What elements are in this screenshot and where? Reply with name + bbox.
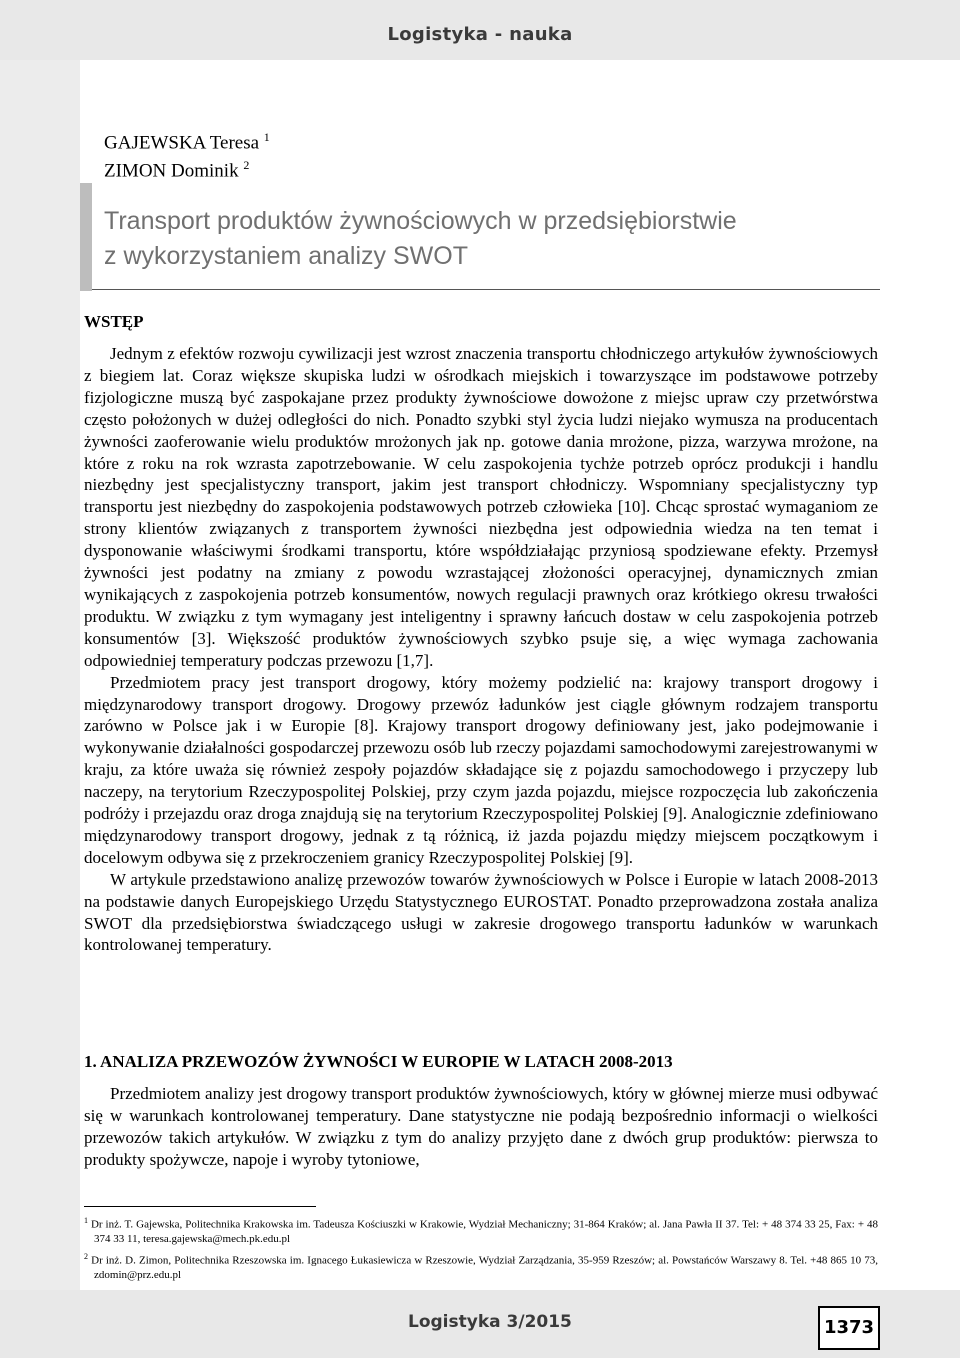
title-divider — [92, 289, 880, 290]
footnote-text: Dr inż. T. Gajewska, Politechnika Krakowska im. Tadeusza Kościuszki w Krakowie, Wydział Mechaniczny; 31-864 Kraków; al. Jana Pawła II 37. Tel: + 48 374 33 25, Fax: + 48 374 33 11, teresa.gajewska@mech.pk.edu.pl — [90, 1218, 879, 1246]
footnote-2 — [84, 1250, 878, 1283]
author-2 — [104, 154, 270, 182]
footnote-number: 1 — [84, 1216, 88, 1225]
paragraph: Przedmiotem analizy jest drogowy transport produktów żywnościowych, który w głównej mierze musi odbywać się w warunkach kontrolowanej temperatury. Dane statystyczne nie podają bezpośrednio informacji o wielkości przewozów takich artykułów. W związku z tym do analizy przyjęto dane z dwóch grup produktów: pierwsza to produkty spożywcze, napoje i wyroby tytoniowe, — [84, 1084, 878, 1169]
paragraph: Przedmiotem pracy jest transport drogowy, który możemy podzielić na: krajowy transport drogowy i międzynarodowy transport drogowy. Drogowy przewóz ładunków jest ciągle głównym rodzajem transportu zarówno w Polsce jak i w Europie [8]. Krajowy transport drogowy definiowany jest, jako podejmowanie i wykonywanie działalności gospodarczej przewozu osób lub rzeczy pojazdami samochodowymi zarejestrowanymi w kraju, za które uważa się również zespoły pojazdów składające się z pojazdu samochodowego i przyczepy lub naczepy, na terytorium Rzeczypospolitej Polskiej, przy czym jazda pojazdu, miejsce rozpoczęcia lub zakończenia podróży i przejazdu oraz droga znajdują się na terytorium Rzeczypospolitej Polskiej [9]. Analogicznie zdefiniowano międzynarodowy transport drogowy, jednak z tą różnicą, iż jazda pojazdu między miejscem początkowym i docelowym odbywa się z przekroczeniem granicy Rzeczypospolitej Polskiej [9]. — [84, 672, 878, 867]
footnote-1 — [84, 1214, 878, 1247]
page-number: 1373 — [818, 1306, 880, 1350]
footnote-text: Dr inż. D. Zimon, Politechnika Rzeszowska im. Ignacego Łukasiewicza w Rzeszowie, Wydział Zarządzania, 35-959 Rzeszów; al. Powstańców Warszawy 8. Tel. +48 865 10 73, zdomin@prz.edu.pl — [91, 1254, 878, 1281]
footnote-number: 2 — [84, 1251, 88, 1261]
author-name: GAJEWSKA Teresa — [104, 132, 260, 154]
author-1 — [104, 126, 270, 154]
article-title — [104, 204, 864, 274]
journal-issue: Logistyka 3/2015 — [408, 1312, 572, 1332]
title-line-2: z wykorzystaniem analizy SWOT — [104, 242, 468, 270]
title-line-1: Transport produktów żywnościowych w przedsiębiorstwie — [104, 207, 737, 235]
author-footnote-ref: 2 — [243, 158, 250, 173]
footnotes — [84, 1214, 878, 1285]
section-heading-1: 1. ANALIZA PRZEWOZÓW ŻYWNOŚCI W EUROPIE W LATACH 2008-2013 — [84, 1052, 673, 1071]
intro-body — [84, 343, 878, 956]
paragraph: W artykule przedstawiono analizę przewozów towarów żywnościowych w Polsce i Europie w latach 2008-2013 na podstawie danych Europejskiego Urzędu Statystycznego EUROSTAT. Ponadto przeprowadzona została analiza SWOT dla przedsiębiorstwa świadczącego usługi w zakresie drogowego transportu ładunków w warunkach kontrolowanej temperatury. — [84, 869, 878, 955]
section-heading-intro: WSTĘP — [84, 312, 144, 331]
section-1-body — [84, 1083, 878, 1171]
paragraph: Jednym z efektów rozwoju cywilizacji jest wzrost znaczenia transportu chłodniczego artykułów żywnościowych z biegiem lat. Coraz większe skupiska ludzi w ośrodkach miejskich i towarzyszące im podstawowe potrzeby fizjologiczne muszą być zaspokajane przez produkty żywnościowe dowożone z miejsc upraw czy przetwórstwa często położonych w dużej odległości do nich. Ponadto szybki styl życia ludzi niejako wymusza na producentach żywności zaoferowanie wielu produktów mrożonych jak np. gotowe dania mrożone, pizza, warzywa mrożone, na które z roku na rok wzrasta zapotrzebowanie. W celu zaspokojenia tychże potrzeb oprócz produkcji i handlu niezbędny jest specjalistyczny transport, jakim jest transport chłodniczy. Wspomniany specjalistyczny typ transportu jest niezbędny do zaspokojenia podstawowych potrzeb człowieka [10]. Chcąc sprostać wymaganiom ze strony klientów związanych z transportem żywności niezbędna jest odpowiednia wiedza na ten temat i dysponowanie właściwymi środkami transportu, które współdziałając przyniosą spodziewane efekty. Przemysł żywności jest podatny na zmiany z powodu wzrastającej złożoności operacyjnej, dynamicznych zmian wynikających z zaspokojenia potrzeb konsumentów, nowych regulacji prawnych oraz krótkiego okresu trwałości produktu. W związku z tym wymagany jest inteligentny i sprawny łańcuch dostaw w celu zaspokojenia potrzeb konsumentów [3]. Większość produktów żywnościowych szybko psuje się, a więc wymaga zachowania odpowiedniej temperatury podczas przewozu [1,7]. — [84, 344, 878, 670]
header-band — [0, 0, 960, 60]
left-margin-strip — [0, 60, 80, 1290]
author-name: ZIMON Dominik — [104, 160, 239, 182]
footnote-divider — [84, 1206, 316, 1207]
journal-header: Logistyka - nauka — [387, 24, 573, 45]
author-footnote-ref: 1 — [263, 130, 270, 144]
author-list — [104, 126, 270, 183]
title-accent-block — [80, 183, 92, 291]
